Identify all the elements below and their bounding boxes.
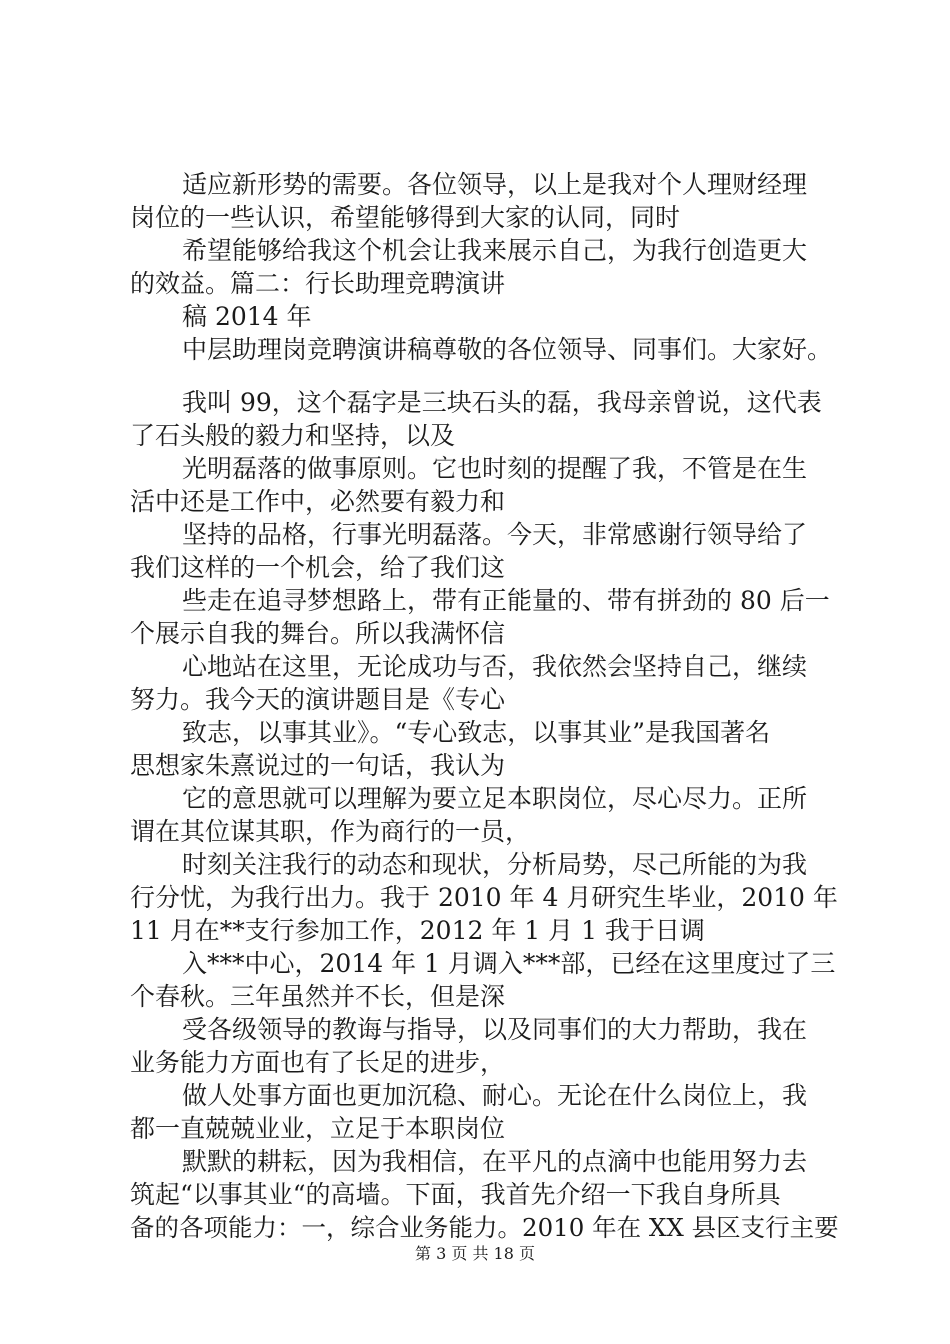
text-line: 活中还是工作中，必然要有毅力和 — [130, 487, 506, 516]
text-line: 稿 2014 年 — [182, 302, 312, 331]
page-number-footer: 第 3 页 共 18 页 — [415, 1244, 535, 1263]
text-line: 行分忧，为我行出力。我于 2010 年 4 月研究生毕业，2010 年 — [130, 883, 838, 912]
text-line: 些走在追寻梦想路上，带有正能量的、带有拼劲的 80 后一 — [182, 586, 830, 615]
text-line: 了石头般的毅力和坚持，以及 — [130, 421, 456, 450]
text-line: 致志，以事其业》。“专心致志，以事其业”是我国著名 — [182, 718, 771, 747]
text-line: 努力。我今天的演讲题目是《专心 — [130, 685, 506, 714]
text-line: 谓在其位谋其职，作为商行的一员， — [130, 817, 531, 846]
text-line: 业务能力方面也有了长足的进步， — [130, 1048, 506, 1077]
text-line: 入***中心，2014 年 1 月调入***部，已经在这里度过了三 — [182, 949, 836, 978]
text-line: 思想家朱熹说过的一句话，我认为 — [130, 751, 506, 780]
text-line: 的效益。篇二：行长助理竞聘演讲 — [130, 269, 506, 298]
text-line: 我叫 99，这个磊字是三块石头的磊，我母亲曾说，这代表 — [182, 388, 822, 417]
text-line: 岗位的一些认识，希望能够得到大家的认同，同时 — [130, 203, 681, 232]
document-body — [130, 168, 850, 1244]
text-line: 适应新形势的需要。各位领导，以上是我对个人理财经理 — [182, 170, 808, 199]
text-line: 时刻关注我行的动态和现状，分析局势，尽己所能的为我 — [182, 850, 808, 879]
text-line: 筑起“以事其业“的高墙。下面，我首先介绍一下我自身所具 — [130, 1180, 781, 1209]
text-line: 我们这样的一个机会，给了我们这 — [130, 553, 506, 582]
text-line: 个展示自我的舞台。所以我满怀信 — [130, 619, 506, 648]
text-line: 都一直兢兢业业，立足于本职岗位 — [130, 1114, 506, 1143]
text-line: 默默的耕耘，因为我相信，在平凡的点滴中也能用努力去 — [182, 1147, 808, 1176]
text-line: 坚持的品格，行事光明磊落。今天，非常感谢行领导给了 — [182, 520, 808, 549]
text-line: 受各级领导的教诲与指导，以及同事们的大力帮助，我在 — [182, 1015, 808, 1044]
paragraph-gap — [130, 366, 850, 386]
text-line: 它的意思就可以理解为要立足本职岗位，尽心尽力。正所 — [182, 784, 808, 813]
text-line: 做人处事方面也更加沉稳、耐心。无论在什么岗位上，我 — [182, 1081, 808, 1110]
text-line: 心地站在这里，无论成功与否，我依然会坚持自己，继续 — [182, 652, 808, 681]
text-line: 备的各项能力：一，综合业务能力。2010 年在 XX 县区支行主要 — [130, 1213, 839, 1242]
text-line: 光明磊落的做事原则。它也时刻的提醒了我，不管是在生 — [182, 454, 808, 483]
text-line: 11 月在**支行参加工作，2012 年 1 月 1 我于日调 — [130, 916, 705, 945]
text-line: 中层助理岗竞聘演讲稿尊敬的各位领导、同事们。大家好。 — [182, 335, 833, 364]
text-line: 希望能够给我这个机会让我来展示自己，为我行创造更大 — [182, 236, 808, 265]
text-line: 个春秋。三年虽然并不长，但是深 — [130, 982, 506, 1011]
